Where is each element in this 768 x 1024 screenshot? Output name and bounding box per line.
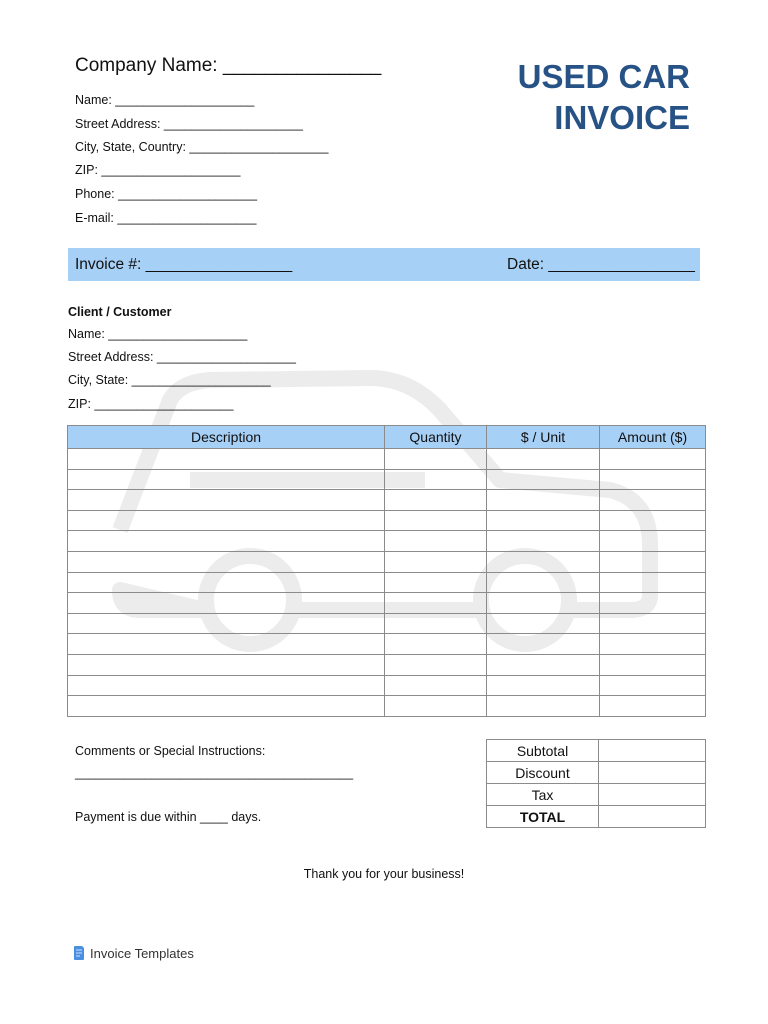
header-description: Description <box>68 426 385 449</box>
quantity-cell <box>385 593 487 614</box>
description-cell <box>68 531 385 552</box>
amount-cell <box>600 654 706 675</box>
table-row <box>68 510 706 531</box>
date-field: Date: _________________ <box>507 256 695 273</box>
unit-price-cell <box>487 654 600 675</box>
amount-cell <box>600 613 706 634</box>
unit-price-cell <box>487 696 600 717</box>
client-city-field: City, State: ____________________ <box>68 373 271 387</box>
client-name-field: Name: ____________________ <box>68 327 248 341</box>
description-cell <box>68 654 385 675</box>
seller-city-field: City, State, Country: ____________________ <box>75 140 329 154</box>
amount-cell <box>600 572 706 593</box>
quantity-cell <box>385 469 487 490</box>
unit-price-cell <box>487 531 600 552</box>
unit-price-cell <box>487 490 600 511</box>
discount-value-cell <box>599 762 706 784</box>
quantity-cell <box>385 551 487 572</box>
subtotal-value-cell <box>599 740 706 762</box>
seller-name-field: Name: ____________________ <box>75 93 255 107</box>
table-row <box>68 593 706 614</box>
unit-price-cell <box>487 593 600 614</box>
amount-cell <box>600 634 706 655</box>
table-row <box>68 490 706 511</box>
tax-label: Tax <box>487 784 599 806</box>
totals-table <box>486 739 706 828</box>
quantity-cell <box>385 613 487 634</box>
amount-cell <box>600 510 706 531</box>
unit-price-cell <box>487 510 600 531</box>
invoice-number-field: Invoice #: _________________ <box>75 256 293 273</box>
quantity-cell <box>385 490 487 511</box>
total-label: TOTAL <box>487 806 599 828</box>
amount-cell <box>600 593 706 614</box>
quantity-cell <box>385 654 487 675</box>
unit-price-cell <box>487 469 600 490</box>
amount-cell <box>600 531 706 552</box>
unit-price-cell <box>487 572 600 593</box>
items-table <box>67 425 706 717</box>
unit-price-cell <box>487 449 600 470</box>
comments-line: ________________________________________ <box>75 766 354 780</box>
quantity-cell <box>385 675 487 696</box>
brand-logo <box>73 945 194 961</box>
amount-cell <box>600 469 706 490</box>
seller-street-field: Street Address: ____________________ <box>75 117 303 131</box>
client-heading: Client / Customer <box>68 305 172 319</box>
brand-name: Invoice Templates <box>90 945 194 961</box>
table-row <box>68 654 706 675</box>
table-row <box>68 675 706 696</box>
invoice-title <box>518 56 690 138</box>
payment-terms: Payment is due within ____ days. <box>75 810 262 824</box>
table-row <box>68 634 706 655</box>
amount-cell <box>600 449 706 470</box>
header-quantity: Quantity <box>385 426 487 449</box>
comments-label: Comments or Special Instructions: <box>75 744 266 758</box>
description-cell <box>68 634 385 655</box>
description-cell <box>68 469 385 490</box>
table-row <box>68 551 706 572</box>
header-unit-price: $ / Unit <box>487 426 600 449</box>
items-body <box>68 449 706 717</box>
discount-label: Discount <box>487 762 599 784</box>
header-amount: Amount ($) <box>600 426 706 449</box>
unit-price-cell <box>487 613 600 634</box>
amount-cell <box>600 675 706 696</box>
amount-cell <box>600 551 706 572</box>
description-cell <box>68 675 385 696</box>
client-zip-field: ZIP: ____________________ <box>68 397 234 411</box>
quantity-cell <box>385 510 487 531</box>
title-line-2: INVOICE <box>554 99 690 136</box>
amount-cell <box>600 490 706 511</box>
tax-value-cell <box>599 784 706 806</box>
unit-price-cell <box>487 675 600 696</box>
seller-zip-field: ZIP: ____________________ <box>75 163 241 177</box>
description-cell <box>68 551 385 572</box>
title-line-1: USED CAR <box>517 58 690 95</box>
description-cell <box>68 696 385 717</box>
table-row <box>68 469 706 490</box>
table-row <box>68 696 706 717</box>
unit-price-cell <box>487 551 600 572</box>
totals-row <box>487 784 706 806</box>
thank-you-note: Thank you for your business! <box>303 867 465 881</box>
totals-row <box>487 762 706 784</box>
quantity-cell <box>385 449 487 470</box>
quantity-cell <box>385 572 487 593</box>
amount-cell <box>600 696 706 717</box>
unit-price-cell <box>487 634 600 655</box>
company-name-field: Company Name: _______________ <box>75 55 382 76</box>
subtotal-label: Subtotal <box>487 740 599 762</box>
table-row <box>68 531 706 552</box>
totals-row <box>487 806 706 828</box>
description-cell <box>68 510 385 531</box>
table-row <box>68 449 706 470</box>
table-row <box>68 572 706 593</box>
seller-email-field: E-mail: ____________________ <box>75 211 257 225</box>
document-icon <box>73 945 85 961</box>
description-cell <box>68 490 385 511</box>
quantity-cell <box>385 634 487 655</box>
total-value-cell <box>599 806 706 828</box>
description-cell <box>68 613 385 634</box>
description-cell <box>68 449 385 470</box>
description-cell <box>68 593 385 614</box>
quantity-cell <box>385 531 487 552</box>
totals-row <box>487 740 706 762</box>
seller-phone-field: Phone: ____________________ <box>75 187 258 201</box>
table-row <box>68 613 706 634</box>
client-street-field: Street Address: ____________________ <box>68 350 296 364</box>
quantity-cell <box>385 696 487 717</box>
description-cell <box>68 572 385 593</box>
items-header-row <box>68 426 706 449</box>
